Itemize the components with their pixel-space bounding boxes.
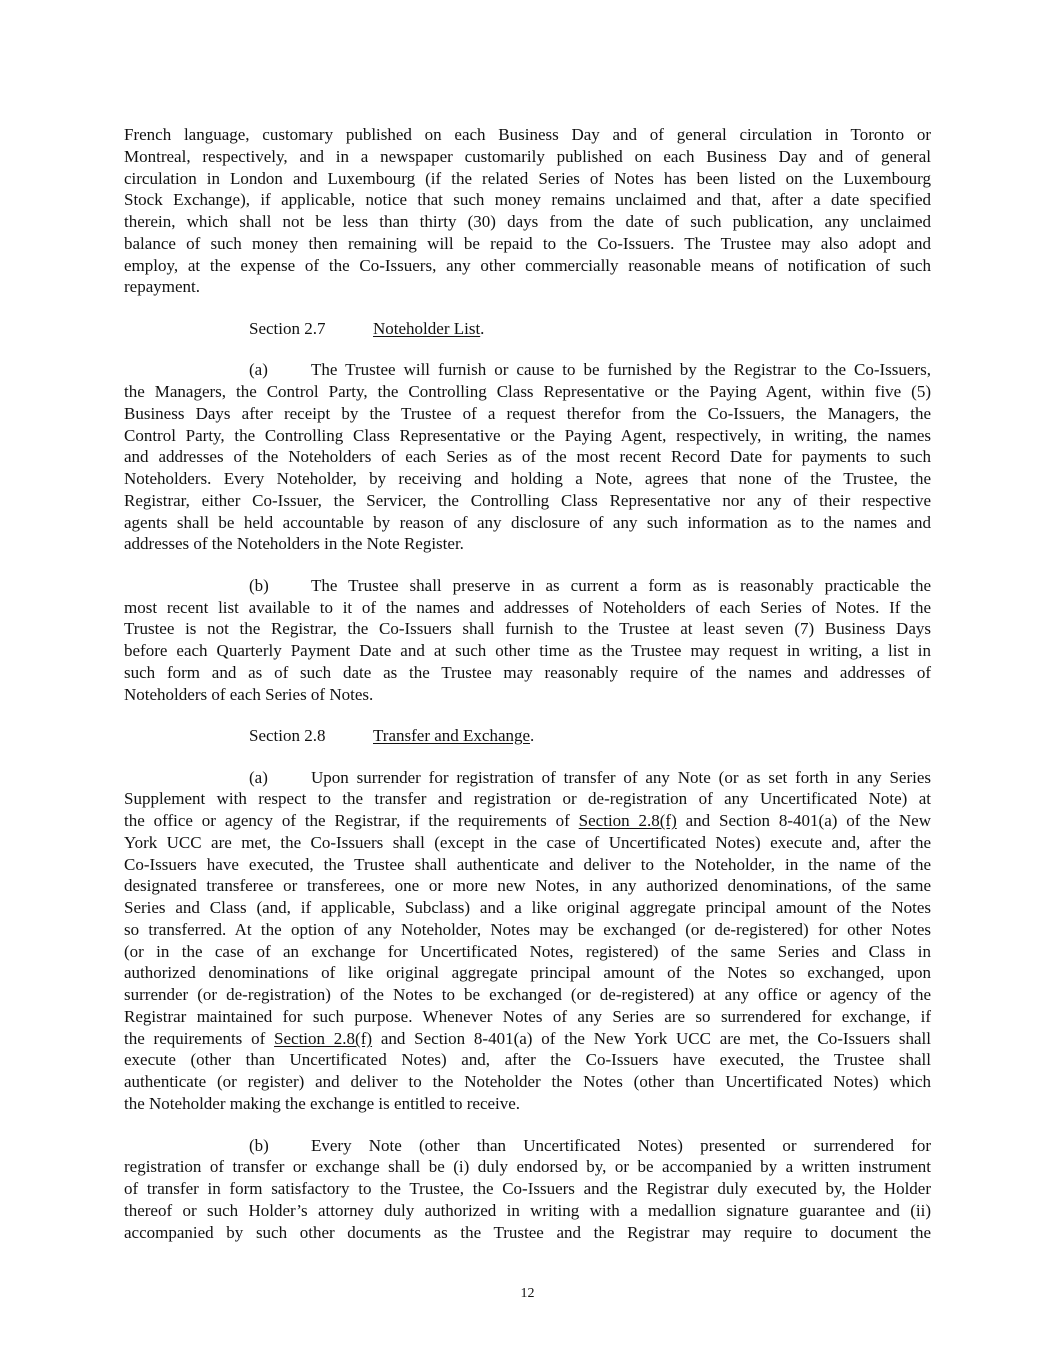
section-heading bbox=[124, 318, 931, 340]
paragraph bbox=[124, 767, 931, 1115]
line-text: execute (other than Uncertificated Notes) and, after the Co-Issuers have executed, the Trustee shall bbox=[124, 1050, 931, 1070]
paragraph-label: (b) bbox=[249, 575, 269, 595]
text-line bbox=[124, 767, 931, 789]
line-text: York UCC are met, the Co-Issuers shall (except in the case of Uncertificated Notes) execute and, after the bbox=[124, 832, 931, 852]
line-text: before each Quarterly Payment Date and at such other time as the Trustee may request in writing, a list in bbox=[124, 641, 931, 661]
text-line bbox=[124, 984, 931, 1006]
text-line bbox=[124, 788, 931, 810]
section-title-suffix: . bbox=[530, 726, 535, 746]
text-line bbox=[124, 810, 931, 832]
text-line bbox=[124, 359, 931, 381]
text-line bbox=[124, 381, 931, 403]
line-text: Co-Issuers have executed, the Trustee shall authenticate and deliver to the Noteholder, in the name of the bbox=[124, 854, 931, 874]
section-title-suffix: . bbox=[480, 318, 485, 338]
cross-reference: Section 2.8(f) bbox=[578, 811, 677, 831]
text-line bbox=[124, 189, 931, 211]
text-line bbox=[124, 446, 931, 468]
text-line bbox=[124, 897, 931, 919]
line-text: the Managers, the Control Party, the Controlling Class Representative or the Paying Agent, within five (5) bbox=[124, 382, 931, 402]
line-text: authenticate (or register) and deliver to the Noteholder the Notes (other than Uncertificated Notes) which bbox=[124, 1072, 931, 1092]
line-text: Business Days after receipt by the Trustee of a request therefor from the Co-Issuers, the Managers, the bbox=[124, 403, 931, 423]
line-text: Supplement with respect to the transfer and registration or de-registration of any Uncertificated Note) at bbox=[124, 789, 931, 809]
text-line bbox=[124, 962, 931, 984]
text-line bbox=[124, 597, 931, 619]
line-text: Trustee is not the Registrar, the Co-Issuers shall furnish to the Trustee at least seven (7) Business Days bbox=[124, 619, 931, 639]
document-body bbox=[124, 124, 931, 1243]
line-text: employ, at the expense of the Co-Issuers, any other commercially reasonable means of notification of such bbox=[124, 255, 931, 275]
paragraph bbox=[124, 1135, 931, 1244]
text-line bbox=[124, 425, 931, 447]
line-text: Montreal, respectively, and in a newspaper customarily published on each Business Day and of general bbox=[124, 146, 931, 166]
line-text: the Noteholder making the exchange is entitled to receive. bbox=[124, 1093, 521, 1113]
line-text: Noteholders of each Series of Notes. bbox=[124, 684, 374, 704]
line-text: of transfer in form satisfactory to the Trustee, the Co-Issuers and the Registrar duly executed by, the Holder bbox=[124, 1179, 931, 1199]
line-text: Upon surrender for registration of transfer of any Note (or as set forth in any Series bbox=[311, 767, 931, 787]
text-line bbox=[124, 233, 931, 255]
text-line bbox=[124, 640, 931, 662]
text-line bbox=[124, 533, 931, 555]
line-text: so transferred. At the option of any Noteholder, Notes may be exchanged (or de-registered) for other Notes bbox=[124, 919, 931, 939]
page-number: 12 bbox=[520, 1286, 535, 1301]
text-line bbox=[124, 1178, 931, 1200]
paragraph bbox=[124, 359, 931, 555]
text-line bbox=[124, 168, 931, 190]
line-text: repayment. bbox=[124, 277, 200, 297]
section-title-text: Noteholder List bbox=[373, 318, 481, 338]
text-line bbox=[124, 403, 931, 425]
section-heading bbox=[124, 725, 931, 747]
text-line bbox=[124, 124, 931, 146]
text-line bbox=[124, 1071, 931, 1093]
line-text: balance of such money then remaining will be repaid to the Co-Issuers. The Trustee may also adopt and bbox=[124, 233, 931, 253]
paragraph-label: (a) bbox=[249, 360, 268, 380]
line-text: therein, which shall not be less than thirty (30) days from the date of such publication, any unclaimed bbox=[124, 212, 931, 231]
text-line bbox=[124, 1156, 931, 1178]
text-line bbox=[124, 1135, 931, 1157]
text-line bbox=[124, 875, 931, 897]
paragraph-label: (b) bbox=[249, 1135, 269, 1155]
section-title-text: Transfer and Exchange bbox=[373, 726, 531, 746]
line-text: addresses of the Noteholders in the Note Register. bbox=[124, 534, 464, 554]
line-text: and addresses of the Noteholders of each Series as of the most recent Record Date for payments to such bbox=[124, 447, 931, 467]
line-text: designated transferee or transferees, one or more new Notes, in any authorized denominations, of the same bbox=[124, 876, 931, 896]
text-line bbox=[124, 662, 931, 684]
text-line bbox=[124, 276, 931, 298]
line-text: thereof or such Holder’s attorney duly authorized in writing with a medallion signature guarantee and (ii) bbox=[124, 1200, 931, 1220]
line-text: The Trustee shall preserve in as current a form as is reasonably practicable the bbox=[311, 575, 931, 595]
line-text: Control Party, the Controlling Class Representative or the Paying Agent, respectively, in writing, the names bbox=[124, 425, 931, 445]
line-text: Registrar, either Co-Issuer, the Servicer, the Controlling Class Representative nor any of their respective bbox=[124, 490, 931, 510]
text-line bbox=[124, 941, 931, 963]
text-line bbox=[124, 1093, 931, 1115]
line-text: registration of transfer or exchange shall be (i) duly endorsed by, or be accompanied by a written instrument bbox=[124, 1157, 931, 1177]
line-text: Stock Exchange), if applicable, notice that such money remains unclaimed and that, after a date specified bbox=[124, 190, 931, 210]
line-text: such form and as of such date as the Trustee may reasonably require of the names and addresses of bbox=[124, 662, 931, 682]
line-text: most recent list available to it of the names and addresses of Noteholders of each Series of Notes. If the bbox=[124, 597, 931, 617]
text-line bbox=[124, 919, 931, 941]
text-segment: the requirements of bbox=[124, 1028, 275, 1048]
text-line bbox=[124, 1200, 931, 1222]
paragraph bbox=[124, 124, 931, 298]
section-title bbox=[373, 318, 484, 340]
line-text: agents shall be held accountable by reason of any disclosure of any such information as to the names and bbox=[124, 512, 931, 532]
text-line bbox=[124, 1222, 931, 1244]
line-text: Every Note (other than Uncertificated Notes) presented or surrendered for bbox=[311, 1135, 931, 1155]
cross-reference: Section 2.8(f) bbox=[274, 1028, 373, 1048]
line-text: surrender (or de-registration) of the Notes to be exchanged (or de-registered) at any office or agency of the bbox=[124, 985, 931, 1005]
text-segment: the office or agency of the Registrar, if the requirements of bbox=[124, 811, 579, 831]
text-line bbox=[124, 575, 931, 597]
line-text: The Trustee will furnish or cause to be furnished by the Registrar to the Co-Issuers, bbox=[311, 360, 931, 380]
text-line bbox=[124, 854, 931, 876]
paragraph-label: (a) bbox=[249, 767, 268, 787]
line-text: French language, customary published on each Business Day and of general circulation in Toronto or bbox=[124, 125, 931, 144]
text-line bbox=[124, 490, 931, 512]
text-line bbox=[124, 255, 931, 277]
line-text: Registrar maintained for such purpose. Whenever Notes of any Series are so surrendered for exchange, if bbox=[124, 1006, 931, 1026]
line-text: accompanied by such other documents as the Trustee and the Registrar may require to document the bbox=[124, 1222, 931, 1242]
text-line bbox=[124, 832, 931, 854]
text-segment: and Section 8-401(a) of the New bbox=[676, 811, 931, 831]
line-text: Noteholders. Every Noteholder, by receiving and holding a Note, agrees that none of the Trustee, the bbox=[124, 469, 931, 489]
section-number: Section 2.7 bbox=[249, 318, 326, 338]
line-text: authorized denominations of like original aggregate principal amount of the Notes so exchanged, upon bbox=[124, 963, 931, 983]
line-text: circulation in London and Luxembourg (if the related Series of Notes has been listed on the Luxembourg bbox=[124, 168, 931, 188]
section-title bbox=[373, 725, 534, 747]
text-line bbox=[124, 146, 931, 168]
text-line bbox=[124, 684, 931, 706]
text-line bbox=[124, 468, 931, 490]
text-line bbox=[124, 1049, 931, 1071]
section-number: Section 2.8 bbox=[249, 726, 326, 746]
text-line bbox=[124, 1028, 931, 1050]
text-line bbox=[124, 512, 931, 534]
text-line bbox=[124, 211, 931, 233]
line-text: Series and Class (and, if applicable, Subclass) and a like original aggregate principal amount of the Notes bbox=[124, 898, 931, 918]
paragraph bbox=[124, 575, 931, 706]
text-line bbox=[124, 1006, 931, 1028]
line-text: (or in the case of an exchange for Uncertificated Notes, registered) of the same Series and Class in bbox=[124, 941, 931, 961]
text-segment: and Section 8-401(a) of the New York UCC are met, the Co-Issuers shall bbox=[372, 1028, 931, 1048]
text-line bbox=[124, 618, 931, 640]
